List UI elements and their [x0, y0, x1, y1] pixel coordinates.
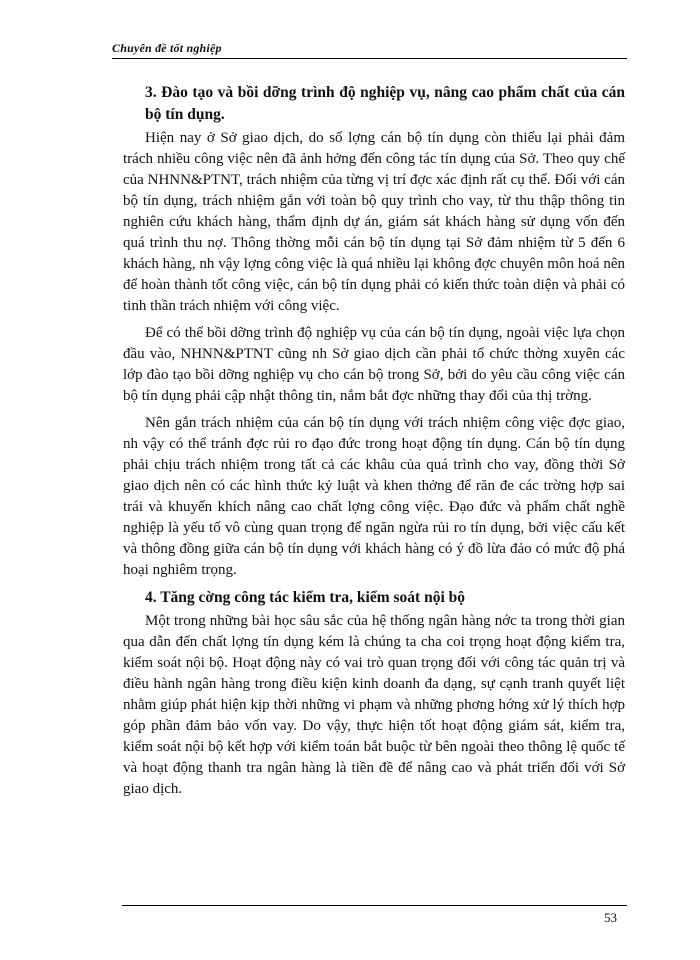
paragraph-3: Nên gắn trách nhiệm của cán bộ tín dụng với trách nhiệm công việc đợc giao, nh vậy có thể tránh đợc rủi ro đạo đức trong hoạt động tín dụng. Cán bộ tín dụng phải chịu trách nhiệm trong tất cả các khâu của quá trình cho vay, đồng thời Sở giao dịch nên có các hình thức kỷ luật và khen thởng để răn đe các trờng hợp sai trái và khuyến khích nâng cao chất lợng công việc. Đạo đức và phẩm chất nghề nghiệp là yếu tố vô cùng quan trọng để ngăn ngừa rủi ro tín dụng, bởi việc cấu kết và thông đồng giữa cán bộ tín dụng với khách hàng có ý đồ lừa đảo có mức độ phá hoại nghiêm trọng.: [123, 415, 625, 578]
footer-divider: [122, 905, 627, 906]
paragraph-2: Để có thể bồi dỡng trình độ nghiệp vụ của cán bộ tín dụng, ngoài việc lựa chọn đầu vào, NHNN&PTNT cũng nh Sở giao dịch cần phải tổ chức thờng xuyên các lớp đào tạo bồi dỡng nghiệp vụ cho cán bộ trong Sở, bởi do yêu cầu công việc cán bộ tín dụng phải cập nhật thông tin, nắm bắt đợc những thay đổi của thị trờng.: [123, 325, 625, 404]
header-title: Chuyên đề tốt nghiệp: [112, 41, 222, 55]
page-header: [112, 40, 627, 59]
section-heading-3: 3. Đào tạo và bồi dỡng trình độ nghiệp vụ, nâng cao phẩm chất của cán bộ tín dụng.: [145, 84, 625, 123]
section-heading-4: 4. Tăng cờng công tác kiểm tra, kiểm soát nội bộ: [145, 589, 466, 606]
paragraph-1: Hiện nay ở Sở giao dịch, do số lợng cán bộ tín dụng còn thiếu lại phải đảm trách nhiều công việc nên đã ảnh hởng đến công tác tín dụng của Sở. Theo quy chế của NHNN&PTNT, trách nhiệm của từng vị trí đợc xác định rất cụ thể. Đối với cán bộ tín dụng, trách nhiệm gắn với toàn bộ quy trình cho vay, từ thu thập thông tin nghiên cứu khách hàng, thẩm định dự án, giám sát khách hàng sử dụng vốn đến quá trình thu nợ. Thông thờng mỗi cán bộ tín dụng tại Sở đảm nhiệm từ 5 đến 6 khách hàng, nh vậy lợng công việc là quá nhiều lại không đợc chuyên môn hoá nên để hoàn thành tốt công việc, cán bộ tín dụng phải có kiến thức toàn diện và phải có tinh thần trách nhiệm với công việc.: [123, 130, 625, 314]
page-number: 53: [604, 910, 617, 925]
paragraph-4: Một trong những bài học sâu sắc của hệ thống ngân hàng nớc ta trong thời gian qua dẫn đến chất lợng tín dụng kém là chúng ta cha coi trọng hoạt động kiểm tra, kiểm soát nội bộ. Hoạt động này có vai trò quan trọng đối với công tác quản trị và điều hành ngân hàng trong điều kiện kinh doanh đa dạng, sự cạnh tranh quyết liệt nhằm giúp phát hiện kịp thời những vi phạm và những phơng hớng xử lý thích hợp góp phần đảm bảo vốn vay. Do vậy, thực hiện tốt hoạt động giám sát, kiểm tra, kiểm soát nội bộ kết hợp với kiểm toán bắt buộc từ bên ngoài theo thông lệ quốc tế và hoạt động thanh tra ngân hàng là tiền đề để nâng cao và phát triển đối với Sở giao dịch.: [123, 613, 625, 797]
document-body: [123, 82, 625, 806]
